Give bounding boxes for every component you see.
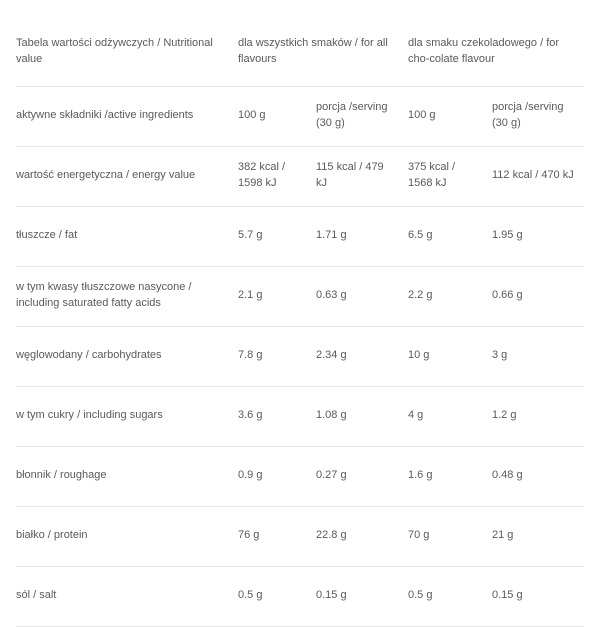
table-body	[16, 86, 584, 626]
cell-text-line: (30 g)	[492, 117, 521, 130]
cell-energy-choc-100g	[408, 146, 492, 206]
cell-saturated-fat-100g: 2.1 g	[238, 266, 316, 326]
row-label-roughage: błonnik / roughage	[16, 446, 238, 506]
table-header-row	[16, 18, 584, 86]
row-label-carbohydrates: węglowodany / carbohydrates	[16, 326, 238, 386]
cell-roughage-serving: 0.27 g	[316, 446, 408, 506]
cell-roughage-100g: 0.9 g	[238, 446, 316, 506]
cell-carbohydrates-choc-serving: 3 g	[492, 326, 584, 386]
table-row	[16, 86, 584, 146]
cell-active-ingredients-choc-100g: 100 g	[408, 86, 492, 146]
table-row	[16, 446, 584, 506]
table-row	[16, 326, 584, 386]
top-spacer	[16, 0, 584, 18]
table-row	[16, 506, 584, 566]
cell-protein-choc-100g: 70 g	[408, 506, 492, 566]
cell-salt-100g: 0.5 g	[238, 566, 316, 626]
cell-text-line: porcja /serving	[316, 101, 388, 114]
table-row	[16, 146, 584, 206]
cell-text-line: porcja /serving	[492, 101, 564, 114]
table-row	[16, 566, 584, 626]
cell-protein-serving: 22.8 g	[316, 506, 408, 566]
cell-carbohydrates-choc-100g: 10 g	[408, 326, 492, 386]
table-row	[16, 206, 584, 266]
table-row	[16, 266, 584, 326]
cell-saturated-fat-choc-serving: 0.66 g	[492, 266, 584, 326]
cell-active-ingredients-choc-serving	[492, 86, 584, 146]
cell-text-line: 1598 kJ	[238, 177, 277, 190]
cell-text-line: 115 kcal / 479	[316, 161, 384, 174]
cell-roughage-choc-100g: 1.6 g	[408, 446, 492, 506]
table-row	[16, 386, 584, 446]
row-label-saturated-fat: w tym kwasy tłuszczowe nasycone / including saturated fatty acids	[16, 266, 238, 326]
cell-salt-choc-serving: 0.15 g	[492, 566, 584, 626]
cell-sugars-serving: 1.08 g	[316, 386, 408, 446]
header-nutritional-value: Tabela wartości odżywczych / Nutritional value	[16, 18, 238, 86]
cell-fat-100g: 5.7 g	[238, 206, 316, 266]
row-label-protein: białko / protein	[16, 506, 238, 566]
cell-protein-choc-serving: 21 g	[492, 506, 584, 566]
cell-roughage-choc-serving: 0.48 g	[492, 446, 584, 506]
cell-sugars-100g: 3.6 g	[238, 386, 316, 446]
row-label-sugars: w tym cukry / including sugars	[16, 386, 238, 446]
row-label-energy-value: wartość energetyczna / energy value	[16, 146, 238, 206]
row-label-fat: tłuszcze / fat	[16, 206, 238, 266]
cell-protein-100g: 76 g	[238, 506, 316, 566]
cell-carbohydrates-100g: 7.8 g	[238, 326, 316, 386]
row-label-salt: sól / salt	[16, 566, 238, 626]
header-group-all-flavours: dla wszystkich smaków / for all flavours	[238, 18, 408, 86]
cell-text-line: 1568 kJ	[408, 177, 447, 190]
cell-text-line: 382 kcal /	[238, 161, 286, 174]
cell-sugars-choc-serving: 1.2 g	[492, 386, 584, 446]
nutrition-table	[16, 18, 584, 627]
cell-fat-choc-100g: 6.5 g	[408, 206, 492, 266]
cell-fat-serving: 1.71 g	[316, 206, 408, 266]
cell-active-ingredients-serving	[316, 86, 408, 146]
table-header	[16, 18, 584, 86]
cell-text-line: kJ	[316, 177, 327, 190]
cell-salt-choc-100g: 0.5 g	[408, 566, 492, 626]
cell-energy-serving	[316, 146, 408, 206]
cell-saturated-fat-serving: 0.63 g	[316, 266, 408, 326]
cell-sugars-choc-100g: 4 g	[408, 386, 492, 446]
cell-fat-choc-serving: 1.95 g	[492, 206, 584, 266]
cell-text-line: 375 kcal /	[408, 161, 456, 174]
cell-energy-100g	[238, 146, 316, 206]
cell-active-ingredients-100g: 100 g	[238, 86, 316, 146]
row-label-active-ingredients: aktywne składniki /active ingredients	[16, 86, 238, 146]
cell-energy-choc-serving: 112 kcal / 470 kJ	[492, 146, 584, 206]
cell-saturated-fat-choc-100g: 2.2 g	[408, 266, 492, 326]
cell-carbohydrates-serving: 2.34 g	[316, 326, 408, 386]
cell-text-line: (30 g)	[316, 117, 345, 130]
cell-salt-serving: 0.15 g	[316, 566, 408, 626]
header-group-chocolate-flavour: dla smaku czekoladowego / for cho-colate flavour	[408, 18, 584, 86]
